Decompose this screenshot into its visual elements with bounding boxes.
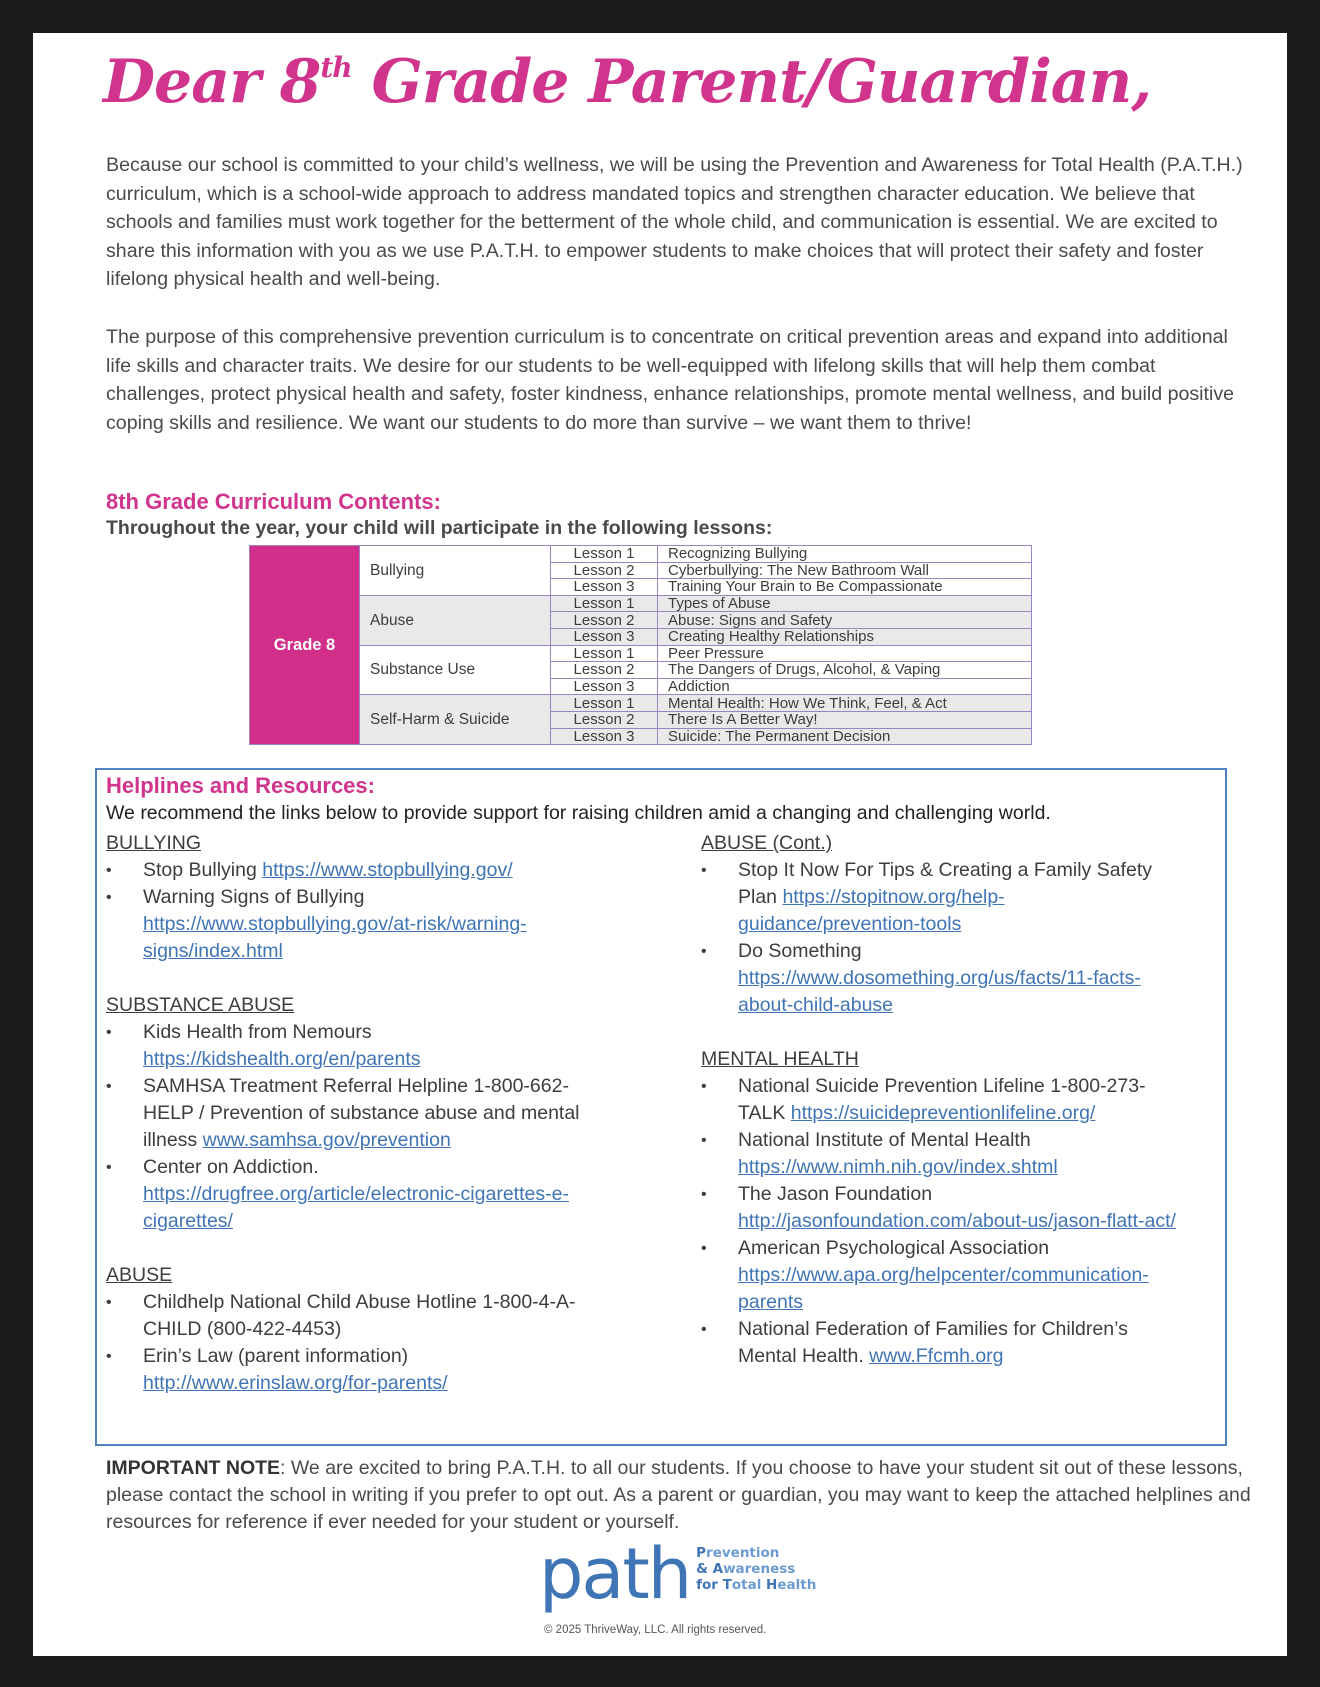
category-abuse-cont: ABUSE (Cont.) [701,832,833,854]
resource-name: Stop Bullying [143,859,263,881]
resource-name: Center on Addiction. [143,1156,319,1178]
resource-link[interactable]: www.samhsa.gov/prevention [202,1129,451,1151]
lesson-title-cell: Recognizing Bullying [658,546,1032,563]
topic-cell: Abuse [360,595,551,645]
resource-name: Erin’s Law (parent information) [143,1345,409,1367]
resource-item [701,1127,1181,1181]
resource-name: National Suicide Prevention Lifeline 1-800-273-TALK [738,1075,1146,1124]
lesson-title-cell: Cyberbullying: The New Bathroom Wall [658,562,1032,579]
resource-link[interactable]: https://www.dosomething.org/us/facts/11-facts-about-child-abuse [738,967,1141,1016]
tagline-text: ealth [777,1577,817,1593]
lesson-title-cell: There Is A Better Way! [658,711,1032,728]
tagline-initial: H [766,1577,778,1593]
topic-cell: Substance Use [360,645,551,695]
tagline-line-1 [696,1545,816,1561]
resource-item [701,938,1181,1019]
lesson-number-cell: Lesson 1 [551,695,658,712]
title-suffix: Grade Parent/Guardian, [351,47,1152,117]
resource-item [701,1235,1181,1316]
resource-link[interactable]: https://www.stopbullying.gov/ [262,859,513,881]
lesson-title-cell: The Dangers of Drugs, Alcohol, & Vaping [658,662,1032,679]
resource-link[interactable]: www.Ffcmh.org [869,1345,1004,1367]
resource-name: American Psychological Association [738,1237,1050,1259]
resource-link[interactable]: https://www.nimh.nih.gov/index.shtml [738,1156,1058,1178]
lesson-number-cell: Lesson 3 [551,579,658,596]
curriculum-subheading: Throughout the year, your child will participate in the following lessons: [106,517,773,539]
lesson-title-cell: Mental Health: How We Think, Feel, & Act [658,695,1032,712]
helplines-subheading: We recommend the links below to provide support for raising children amid a changing and challenging world. [106,802,1051,824]
important-note [106,1455,1266,1536]
tagline-initial: P [696,1545,707,1561]
lesson-title-cell: Training Your Brain to Be Compassionate [658,579,1032,596]
resource-name: Warning Signs of Bullying [143,886,365,908]
topic-cell: Bullying [360,546,551,596]
resource-name: Stop It Now For Tips & Creating a Family Safety Plan [738,859,1152,908]
resource-item [106,1154,586,1235]
curriculum-heading: 8th Grade Curriculum Contents: [106,489,441,514]
lesson-title-cell: Suicide: The Permanent Decision [658,728,1032,745]
category-abuse: ABUSE [106,1264,173,1286]
category-mental-health: MENTAL HEALTH [701,1048,859,1070]
path-logo-word: path [539,1533,691,1615]
resource-name: Kids Health from Nemours [143,1021,372,1043]
resource-name: National Federation of Families for Children’s Mental Health. [738,1318,1128,1367]
path-logo-tagline [696,1545,816,1593]
intro-paragraph-1: Because our school is committed to your child’s wellness, we will be using the Prevention and Awareness for Total Health (P.A.T.H.) curriculum, which is a school-wide approach to address mandated topics and strengthen character education. We believe that schools and families must work together for the betterment of the whole child, and communication is essential. We are excited to share this information with you as we use P.A.T.H. to empower students to make choices that will protect their safety and foster lifelong physical health and well-being. [106,154,1243,291]
resources-left-column [106,830,586,1397]
resource-name: The Jason Foundation [738,1183,933,1205]
lesson-number-cell: Lesson 2 [551,711,658,728]
tagline-text: revention [706,1545,780,1561]
resource-item [106,1289,586,1343]
bullying-list [106,857,586,965]
tagline-line-2 [696,1561,816,1577]
resource-item [701,1181,1181,1235]
resource-item [106,884,586,965]
lesson-number-cell: Lesson 2 [551,662,658,679]
lesson-title-cell: Addiction [658,678,1032,695]
resource-link[interactable]: https://stopitnow.org/help-guidance/prevention-tools [738,886,1005,935]
resource-item [701,857,1181,938]
intro-paragraph-2: The purpose of this comprehensive prevention curriculum is to concentrate on critical prevention areas and expand into additional life skills and character traits. We desire for our students to be well-equipped with lifelong skills that will help them combat challenges, protect physical health and safety, foster kindness, enhance relationships, promote mental wellness, and build positive coping skills and resilience. We want our students to do more than survive – we want them to thrive! [106,326,1235,434]
tagline-text: otal [731,1577,767,1593]
grade-cell: Grade 8 [250,546,360,745]
path-logo [539,1533,817,1615]
curriculum-row [250,595,1032,612]
important-note-text: : We are excited to bring P.A.T.H. to all our students. If you choose to have your student sit out of these lessons, please contact the school in writing if you prefer to opt out. As a parent or guardian, you may want to keep the attached helplines and resources for reference if ever needed for your student or yourself. [106,1457,1251,1533]
resources-right-column [701,830,1181,1370]
curriculum-row [250,546,1032,563]
tagline-initial: for T [696,1577,732,1593]
mental-health-list [701,1073,1181,1370]
copyright: © 2025 ThriveWay, LLC. All rights reserved. [544,1624,767,1636]
resource-item [106,1343,586,1397]
resource-link[interactable]: https://suicidepreventionlifeline.org/ [790,1102,1096,1124]
resource-item [701,1073,1181,1127]
resource-link[interactable]: https://www.stopbullying.gov/at-risk/warning-signs/index.html [143,913,527,962]
lesson-number-cell: Lesson 3 [551,628,658,645]
resource-link[interactable]: https://kidshealth.org/en/parents [143,1048,421,1070]
substance-list [106,1019,586,1235]
abuse-list [106,1289,586,1397]
lesson-title-cell: Abuse: Signs and Safety [658,612,1032,629]
lesson-title-cell: Creating Healthy Relationships [658,628,1032,645]
lesson-number-cell: Lesson 1 [551,645,658,662]
resource-name: National Institute of Mental Health [738,1129,1031,1151]
lesson-number-cell: Lesson 2 [551,612,658,629]
abuse-cont-list [701,857,1181,1019]
lesson-number-cell: Lesson 2 [551,562,658,579]
lesson-title-cell: Peer Pressure [658,645,1032,662]
tagline-line-3 [696,1577,816,1593]
topic-cell: Self-Harm & Suicide [360,695,551,745]
resource-link[interactable]: https://drugfree.org/article/electronic-cigarettes-e-cigarettes/ [143,1183,569,1232]
tagline-initial: & A [696,1561,724,1577]
category-bullying: BULLYING [106,832,202,854]
title-prefix: Dear 8 [103,47,321,117]
lesson-number-cell: Lesson 1 [551,546,658,563]
resource-name: Childhelp National Child Abuse Hotline 1-800-4-A-CHILD (800-422-4453) [143,1291,576,1340]
curriculum-row [250,695,1032,712]
page-title [103,47,1151,117]
helplines-heading: Helplines and Resources: [106,773,375,798]
category-substance-abuse: SUBSTANCE ABUSE [106,994,295,1016]
resource-item [106,1019,586,1073]
lesson-number-cell: Lesson 3 [551,678,658,695]
resource-item [106,1073,586,1154]
resource-name: Do Something [738,940,862,962]
resource-link[interactable]: http://www.erinslaw.org/for-parents/ [143,1372,448,1394]
letter-page [33,33,1287,1656]
curriculum-row [250,645,1032,662]
helplines-box [95,768,1227,1446]
lesson-number-cell: Lesson 1 [551,595,658,612]
resource-name: SAMHSA Treatment Referral Helpline 1-800-662-HELP / Prevention of substance abuse and mental illness [143,1075,580,1151]
lesson-number-cell: Lesson 3 [551,728,658,745]
lesson-title-cell: Types of Abuse [658,595,1032,612]
resource-item [701,1316,1181,1370]
tagline-text: wareness [723,1561,796,1577]
resource-link[interactable]: https://www.apa.org/helpcenter/communication-parents [738,1264,1149,1313]
resource-link[interactable]: http://jasonfoundation.com/about-us/jason-flatt-act/ [738,1210,1176,1232]
title-superscript: th [320,51,352,84]
curriculum-table [249,545,1032,745]
important-note-label: IMPORTANT NOTE [106,1457,281,1479]
resource-item [106,857,586,884]
